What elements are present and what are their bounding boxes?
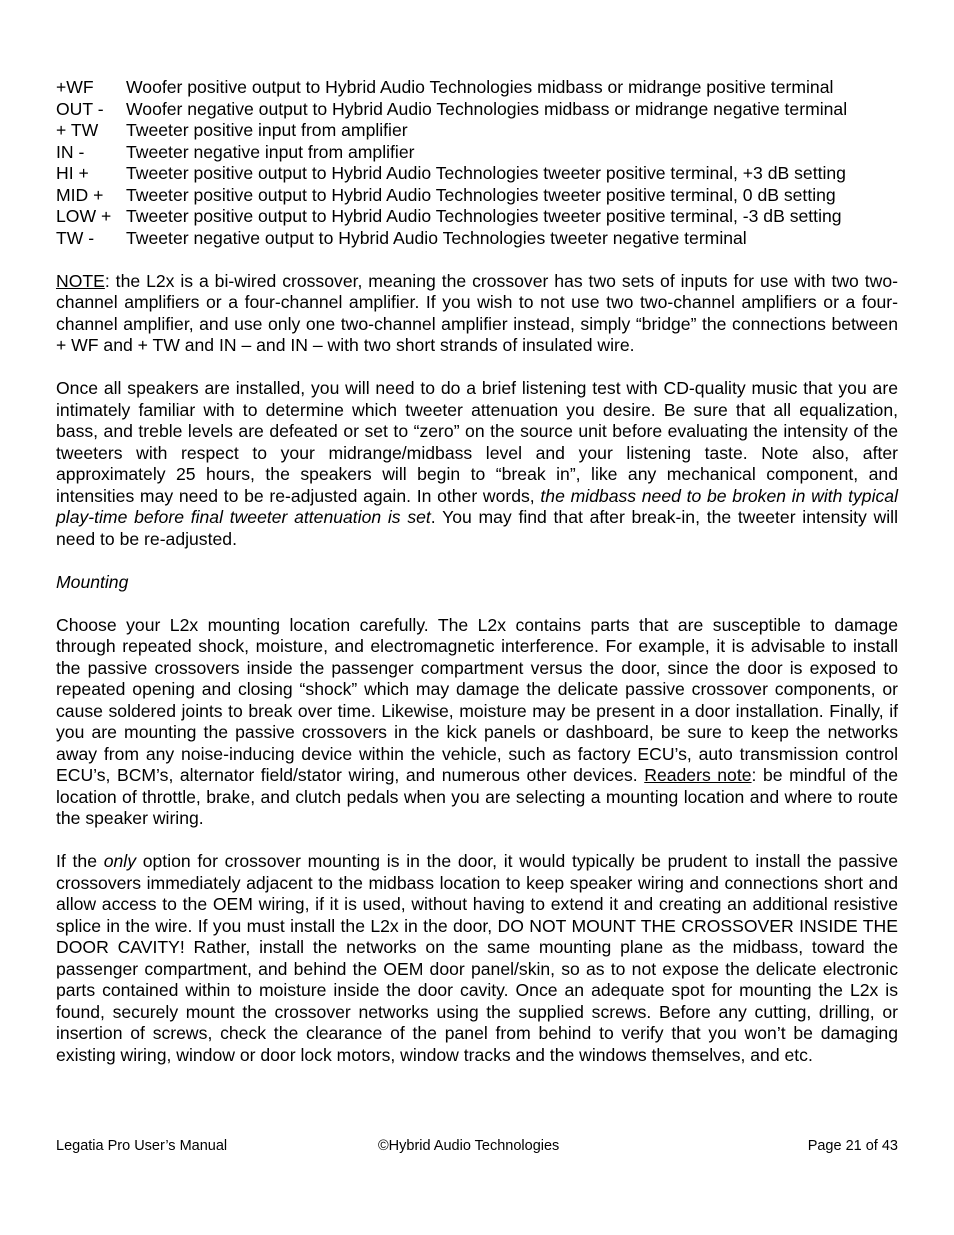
readers-note-label: Readers note <box>644 765 752 785</box>
listening-text-2: . You may find that after break-in, the tweeter intensity will need to be re-adjusted. <box>56 507 898 549</box>
spacer <box>56 593 898 615</box>
terminal-description: Tweeter negative output to Hybrid Audio Technologies tweeter negative terminal <box>126 227 747 248</box>
terminal-row <box>56 120 898 142</box>
terminal-description: Tweeter positive input from amplifier <box>126 120 408 140</box>
page-content <box>56 77 898 1066</box>
listening-text-1: Once all speakers are installed, you will need to do a brief listening test with CD-quality music that you are intimately familiar with to determine which tweeter attenuation you desire. Be sure that all equalization, bass, and treble levels are defeated or set to “zero” on the source unit before evaluating the intensity of the tweeters with respect to your midrange/midbass level and your listening taste. Note also, after approximately 25 hours, the speakers will begin to “break in”, like any mechanical component, and intensities may need to be re-adjusted again. In other words, <box>56 378 898 506</box>
terminal-description: Woofer negative output to Hybrid Audio Technologies midbass or midrange negative terminal <box>126 98 848 119</box>
terminal-description: Tweeter positive output to Hybrid Audio Technologies tweeter positive terminal, 0 dB setting <box>126 184 836 205</box>
terminal-row <box>56 142 898 164</box>
footer-copyright: ©Hybrid Audio Technologies <box>378 1138 560 1154</box>
mounting-heading: Mounting <box>56 571 129 592</box>
terminal-row <box>56 77 898 99</box>
spacer <box>56 249 898 271</box>
page-footer <box>56 1137 898 1155</box>
terminal-label: MID + <box>56 184 104 205</box>
terminal-row <box>56 99 898 121</box>
door-text-2: option for crossover mounting is in the door, it would typically be prudent to install the passive crossovers immediately adjacent to the midbass location to keep speaker wiring and connections short and allow access to the OEM wiring, if it is used, without having to extend it and creating an additional resistive splice in the wire. If you must install the L2x in the door, DO NOT MOUNT THE CROSSOVER INSIDE THE DOOR CAVITY! Rather, install the networks on the same mounting plane as the midbass, toward the passenger compartment, and behind the OEM door panel/skin, so as to not expose the delicate electronic parts contained within to moisture inside the door cavity. Once an adequate spot for mounting the L2x is found, securely mount the crossover networks using the supplied screws. Before any cutting, drilling, or insertion of screws, check the clearance of the panel from behind to verify that you won’t be damaging existing wiring, window or door lock motors, window tracks and the windows themselves, and etc. <box>56 851 898 1065</box>
spacer <box>56 357 898 379</box>
door-emphasis: only <box>103 851 136 871</box>
terminal-label: IN - <box>56 141 85 162</box>
listening-emphasis: the midbass need to be broken in with typical play-time before final tweeter attenuation is set <box>56 485 898 527</box>
listening-test-paragraph <box>56 378 898 550</box>
door-text-1: If the <box>56 851 104 871</box>
terminal-label: OUT - <box>56 98 104 119</box>
terminal-list <box>56 77 898 249</box>
mounting-text-2: : be mindful of the location of throttle, brake, and clutch pedals when you are selecting a mounting location and where to route the speaker wiring. <box>56 765 898 828</box>
terminal-label: LOW + <box>56 206 112 226</box>
door-mounting-paragraph <box>56 851 898 1066</box>
note-paragraph <box>56 271 898 357</box>
note-text: : the L2x is a bi-wired crossover, meaning the crossover has two sets of inputs for use with two two-channel amplifiers or a four-channel amplifier. If you wish to not use two two-channel amplifiers or a four-channel amplifier, and use only one two-channel amplifier instead, simply “bridge” the connections between + WF and + TW and IN – and IN – with two short strands of insulated wire. <box>56 270 898 355</box>
terminal-description: Tweeter positive output to Hybrid Audio Technologies tweeter positive terminal, -3 dB setting <box>126 206 842 226</box>
footer-page-number: Page 21 of 43 <box>807 1138 898 1154</box>
terminal-description: Tweeter positive output to Hybrid Audio Technologies tweeter positive terminal, +3 dB setting <box>126 163 846 183</box>
mounting-text-1: Choose your L2x mounting location carefully. The L2x contains parts that are susceptible to damage through repeated shock, moisture, and electromagnetic interference. For example, it is advisable to install the passive crossovers inside the passenger compartment versus the door, since the door is exposed to repeated opening and closing “shock” which may damage the delicate passive crossover components, or cause soldered joints to break over time. Likewise, moisture may be present in a door installation. Finally, if you are mounting the passive crossovers in the kick panels or dashboard, be sure to keep the networks away from any noise-inducing device within the vehicle, such as factory ECU’s, auto transmission control ECU’s, BCM’s, alternator field/stator wiring, and numerous other devices. <box>56 614 898 785</box>
terminal-description: Woofer positive output to Hybrid Audio Technologies midbass or midrange positive terminal <box>126 77 834 97</box>
terminal-row <box>56 185 898 207</box>
terminal-label: + TW <box>56 120 99 140</box>
terminal-row <box>56 228 898 250</box>
spacer <box>56 830 898 852</box>
terminal-description: Tweeter negative input from amplifier <box>126 141 415 162</box>
terminal-label: HI + <box>56 163 89 183</box>
spacer <box>56 550 898 572</box>
terminal-row <box>56 163 898 185</box>
note-label: NOTE <box>56 270 105 291</box>
footer-manual-title: Legatia Pro User’s Manual <box>56 1138 228 1154</box>
terminal-label: TW - <box>56 227 95 248</box>
terminal-label: +WF <box>56 77 94 97</box>
mounting-paragraph <box>56 615 898 830</box>
terminal-row <box>56 206 898 228</box>
